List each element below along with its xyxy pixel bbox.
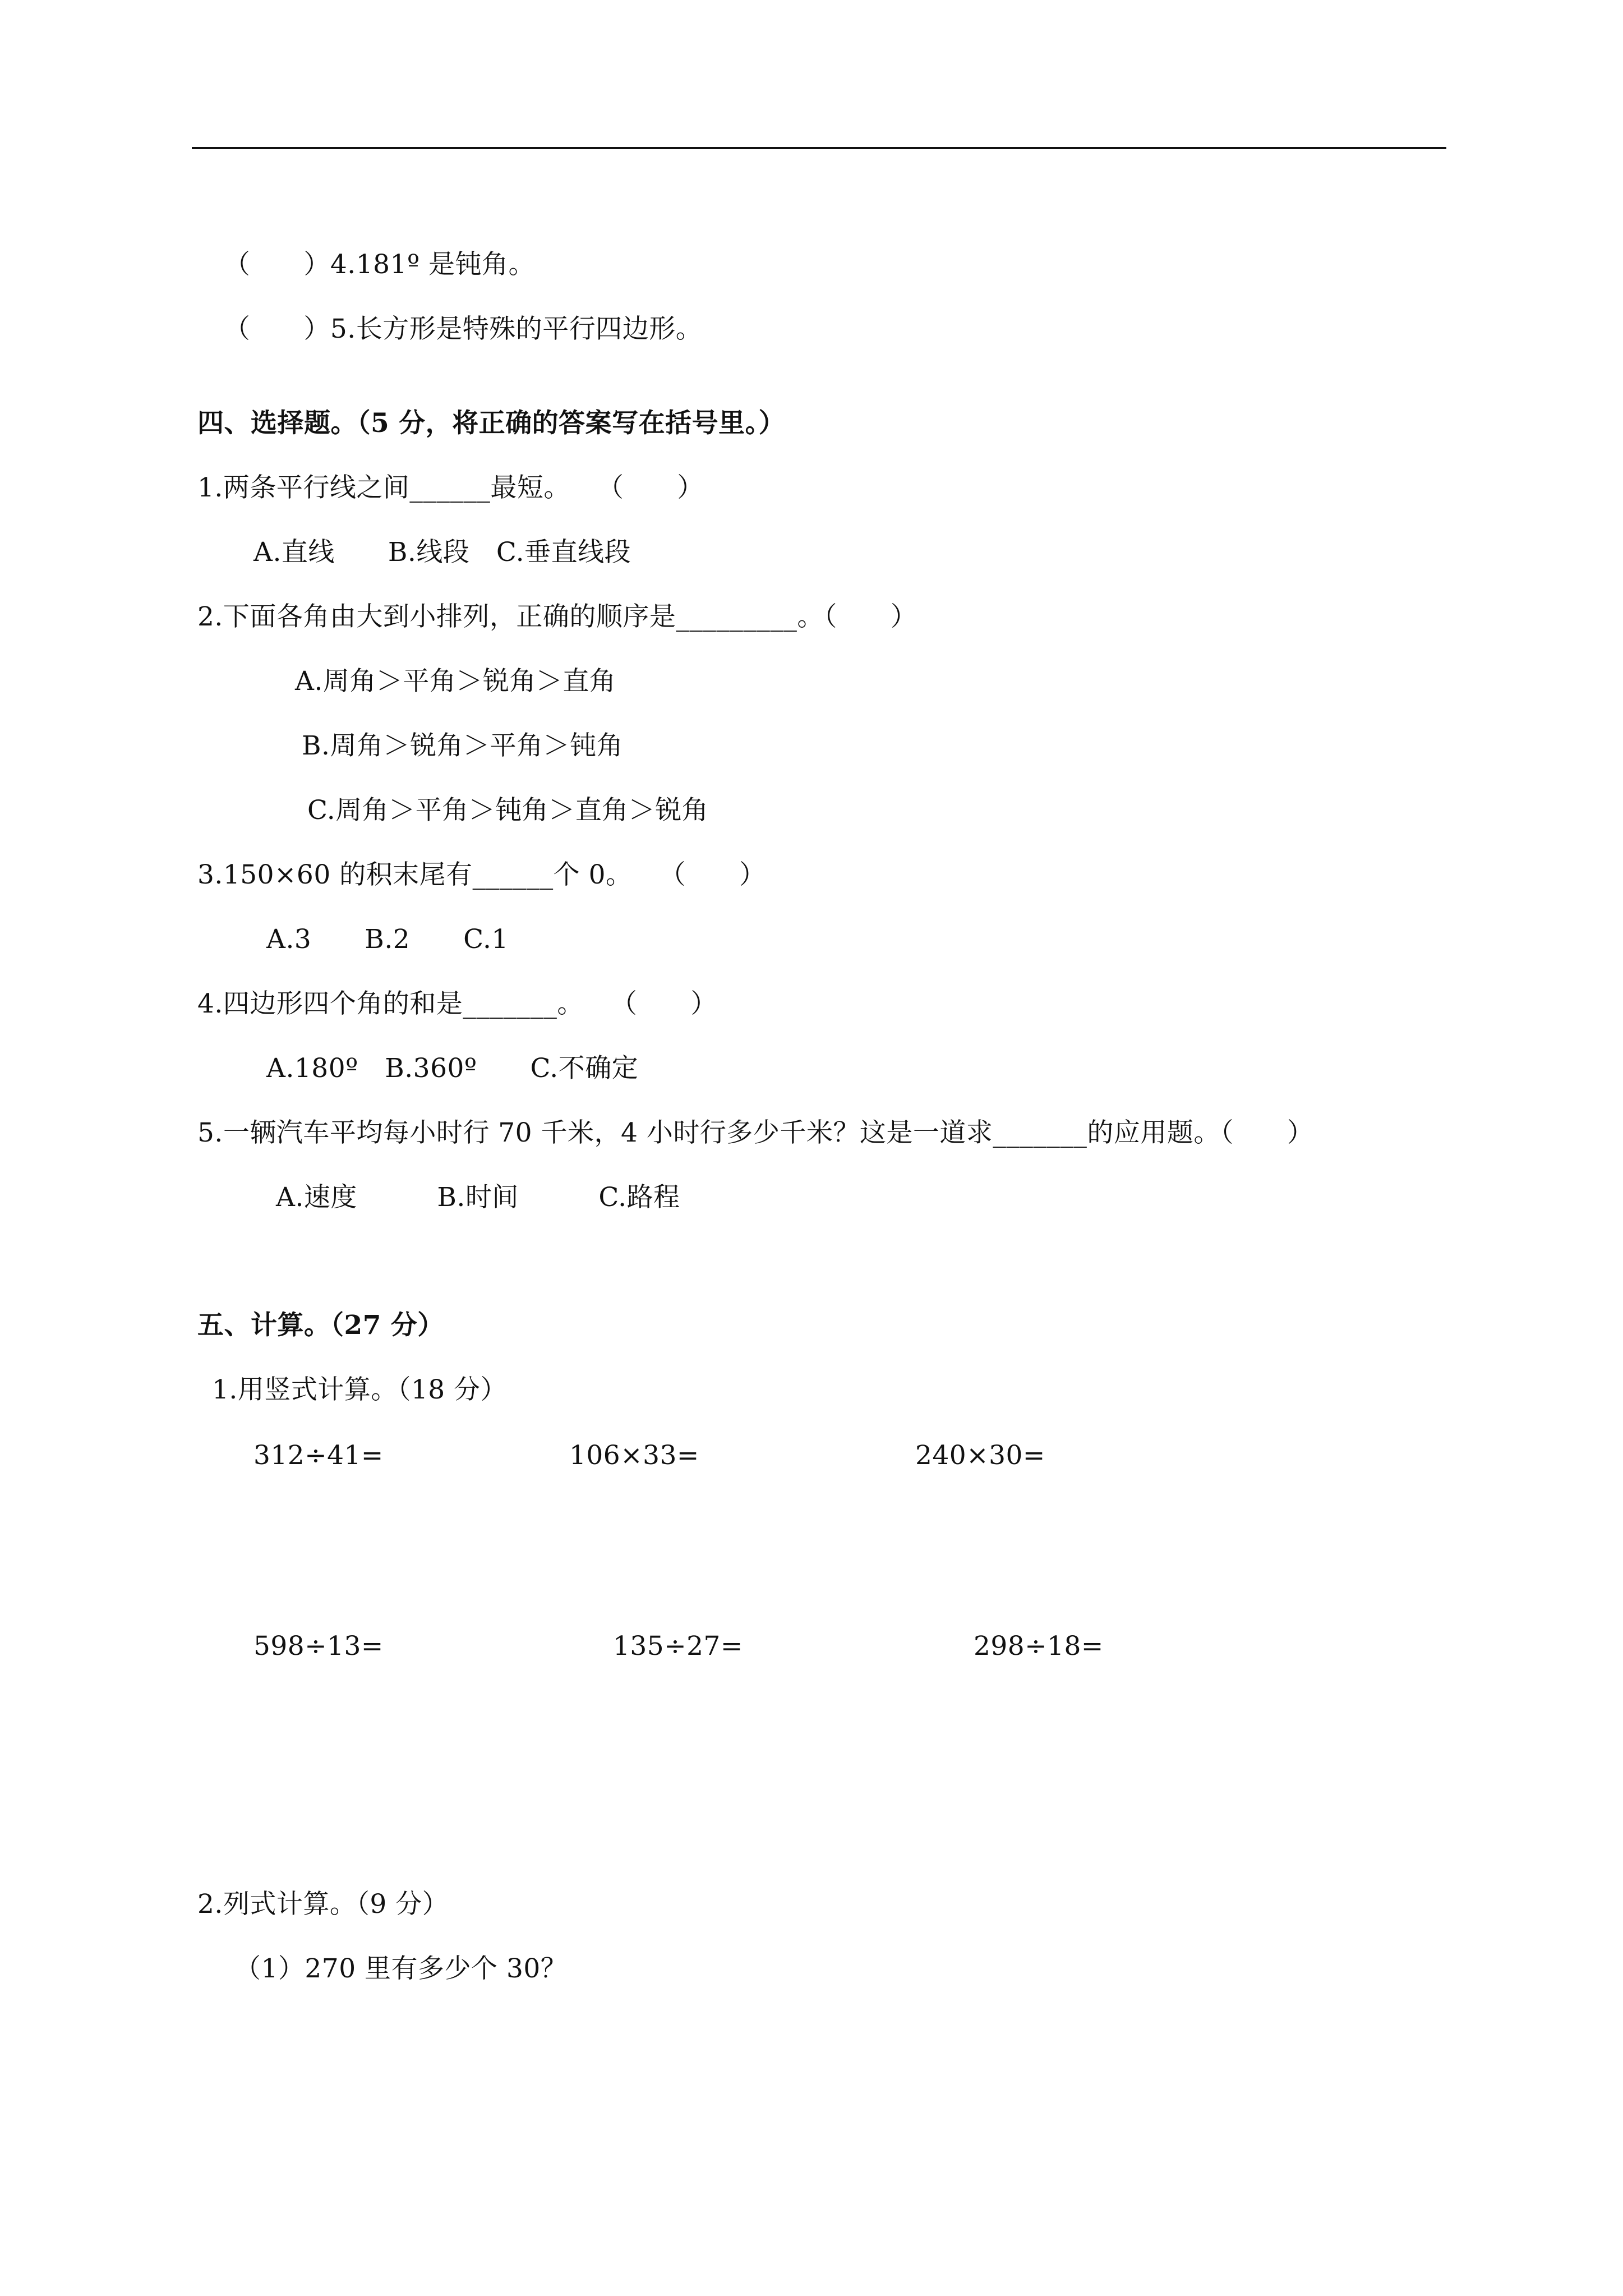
judgment-item-4 [206, 214, 535, 282]
question-1: 1.两条平行线之间______最短。 （ ） [197, 472, 704, 503]
question-1-options: A.直线 B.线段 C.垂直线段 [253, 537, 631, 568]
calc-item: 106×33= [569, 1440, 699, 1471]
question-4-options: A.180º B.360º C.不确定 [266, 1053, 639, 1084]
part-2-title: 2.列式计算。（9 分） [197, 1889, 449, 1920]
answer-bracket: （ ） [223, 314, 330, 344]
section-5-title: 五、计算。（27 分） [197, 1310, 444, 1341]
judgment-text: 5.长方形是特殊的平行四边形。 [330, 314, 703, 344]
header-rule [192, 147, 1446, 149]
answer-bracket: （ ） [223, 249, 330, 280]
judgment-item-5 [206, 279, 702, 346]
calc-item: 135÷27= [613, 1631, 743, 1662]
part-1-title: 1.用竖式计算。（18 分） [212, 1374, 508, 1405]
question-5: 5.一辆汽车平均每小时行 70 千米，4 小时行多少千米？这是一道求_______的应用题。（ ） [197, 1117, 1314, 1148]
question-2-option-b: B.周角＞锐角＞平角＞钝角 [302, 730, 623, 761]
calc-item: 240×30= [915, 1440, 1045, 1471]
part-2-item-1: （1）270 里有多少个 30？ [234, 1953, 568, 1984]
calc-item: 298÷18= [974, 1631, 1104, 1662]
judgment-text: 4.181º 是钝角。 [330, 249, 535, 280]
question-2-option-a: A.周角＞平角＞锐角＞直角 [295, 666, 616, 697]
question-2: 2.下面各角由大到小排列，正确的顺序是_________。（ ） [197, 601, 917, 632]
calc-item: 312÷41= [253, 1440, 384, 1471]
question-3: 3.150×60 的积末尾有______个 0。 （ ） [197, 859, 766, 890]
question-4: 4.四边形四个角的和是_______。 （ ） [197, 988, 717, 1019]
question-2-option-c: C.周角＞平角＞钝角＞直角＞锐角 [307, 795, 709, 826]
question-5-options: A.速度 B.时间 C.路程 [276, 1182, 680, 1213]
question-3-options: A.3 B.2 C.1 [266, 924, 509, 955]
section-4-title: 四、选择题。（5 分，将正确的答案写在括号里。） [197, 408, 786, 439]
calc-item: 598÷13= [253, 1631, 384, 1662]
